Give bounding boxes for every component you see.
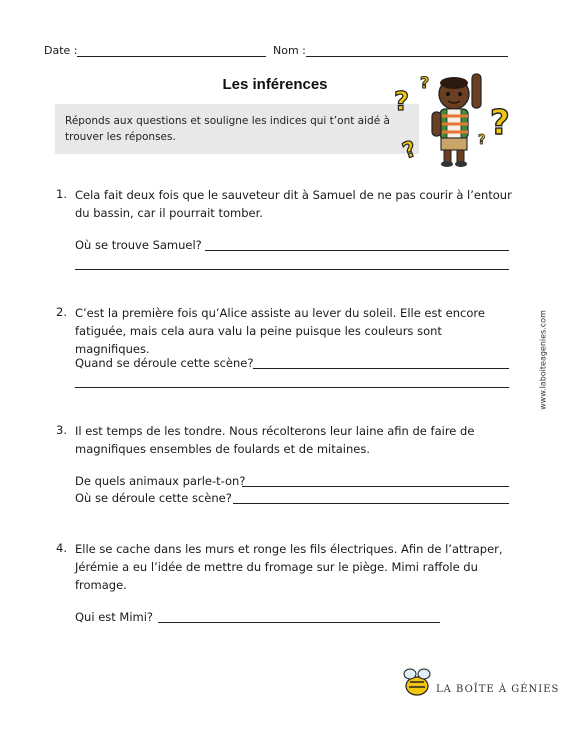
answer-line[interactable] xyxy=(233,503,509,504)
svg-text:?: ? xyxy=(420,73,430,92)
svg-text:?: ? xyxy=(394,87,410,117)
svg-text:?: ? xyxy=(490,103,510,143)
website-url: www.laboiteagenies.com xyxy=(538,310,548,410)
name-label: Nom : xyxy=(273,44,306,57)
question-number: 4. xyxy=(56,541,67,555)
answer-line[interactable] xyxy=(158,622,440,623)
bee-logo-icon xyxy=(400,666,434,698)
answer-prompt: De quels animaux parle-t-on? xyxy=(75,474,246,488)
question-mark-icon xyxy=(394,87,409,117)
question-mark-icon xyxy=(490,103,510,143)
answer-prompt: Quand se déroule cette scène? xyxy=(75,356,254,370)
question-text: C’est la première fois qu’Alice assiste au lever du soleil. Elle est encore fatiguée, mais cela aura valu la peine puisque les couleurs sont magnifiques. xyxy=(75,306,485,356)
question-number: 2. xyxy=(56,305,67,319)
question-text: Il est temps de les tondre. Nous récolterons leur laine afin de faire de magnifiques ensembles de foulards et de mitaines. xyxy=(75,424,475,456)
date-label: Date : xyxy=(44,44,78,57)
answer-line[interactable] xyxy=(75,387,509,388)
answer-prompt: Où se déroule cette scène? xyxy=(75,491,232,505)
answer-prompt: Où se trouve Samuel? xyxy=(75,238,202,252)
svg-text:?: ? xyxy=(478,133,486,148)
instructions-box xyxy=(55,104,419,154)
boy-figure xyxy=(432,74,481,167)
page-title: Les inférences xyxy=(222,76,328,93)
question-number: 3. xyxy=(56,423,67,437)
logo-text: LA BOÎTE À GÉNIES xyxy=(436,684,560,695)
question-text: Elle se cache dans les murs et ronge les fils électriques. Afin de l’attraper, Jérémie a eu l’idée de mettre du fromage sur le piège. Mimi raffole du fromage. xyxy=(75,542,503,592)
question-text: Cela fait deux fois que le sauveteur dit à Samuel de ne pas courir à l’entour du bassin, car il pourrait tomber. xyxy=(75,188,512,220)
date-field[interactable] xyxy=(77,56,266,57)
answer-line[interactable] xyxy=(253,368,509,369)
question-mark-icon xyxy=(400,137,421,165)
thinking-boy-illustration xyxy=(392,66,528,170)
question-mark-icon xyxy=(478,133,486,148)
answer-prompt: Qui est Mimi? xyxy=(75,610,154,624)
name-field[interactable] xyxy=(306,56,508,57)
svg-text:?: ? xyxy=(399,136,421,165)
instructions-text: Réponds aux questions et souligne les indices qui t’ont aidé à trouver les réponses. xyxy=(65,115,390,143)
answer-line[interactable] xyxy=(205,250,509,251)
answer-line[interactable] xyxy=(242,486,509,487)
question-mark-icon xyxy=(420,73,429,92)
answer-line[interactable] xyxy=(75,269,509,270)
question-number: 1. xyxy=(56,187,67,201)
